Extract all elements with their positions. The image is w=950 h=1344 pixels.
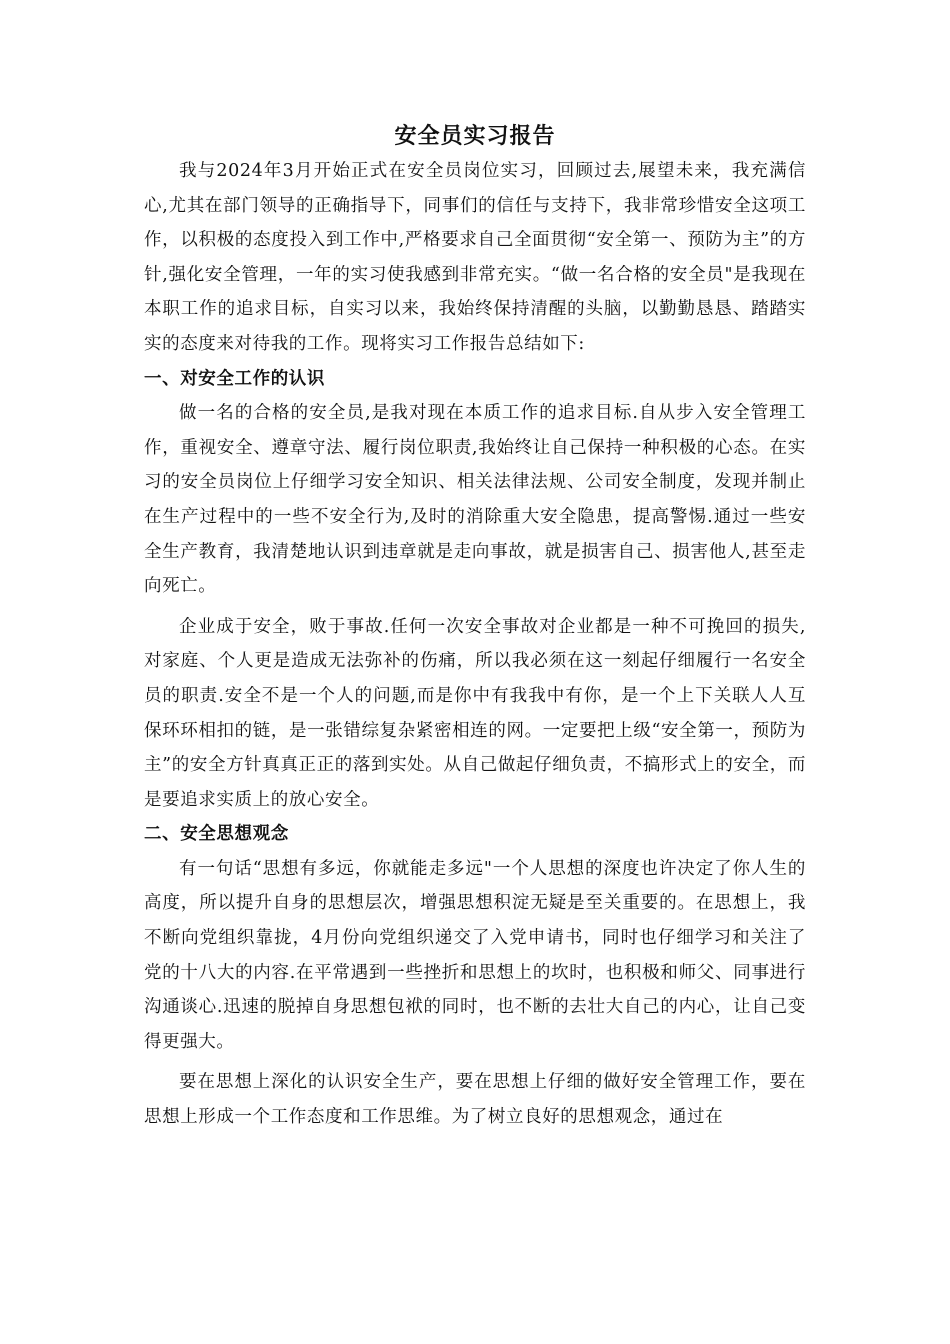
section2-paragraph-2: 要在思想上深化的认识安全生产，要在思想上仔细的做好安全管理工作，要在思想上形成一个工作态度和工作思维。为了树立良好的思想观念，通过在 (144, 1072, 806, 1128)
intro-paragraph: 我与2024年3月开始正式在安全员岗位实习，回顾过去,展望未来，我充满信心,尤其在部门领导的正确指导下，同事们的信任与支持下，我非常珍惜安全这项工作，以积极的态度投入到工作中,严格要求自己全面贯彻“安全第一、预防为主”的方针,强化安全管理，一年的实习使我感到非常充实。“做一名合格的安全员"是我现在本职工作的追求目标，自实习以来，我始终保持清醒的头脑，以勤勤恳恳、踏踏实实的态度来对待我的工作。现将实习工作报告总结如下: (144, 161, 806, 354)
section-heading-2: 二、安全思想观念 (144, 824, 289, 845)
document-title: 安全员实习报告 (394, 123, 556, 149)
section1-paragraph-2: 企业成于安全，败于事故.任何一次安全事故对企业都是一种不可挽回的损失,对家庭、个人更是造成无法弥补的伤痛，所以我必须在这一刻起仔细履行一名安全员的职责.安全不是一个人的问题,而是你中有我我中有你，是一个上下关联人人互保环环相扣的链，是一张错综复杂紧密相连的网。一定要把上级“安全第一，预防为主”的安全方针真真正正的落到实处。从自己做起仔细负责，不搞形式上的安全，而是要追求实质上的放心安全。 (144, 616, 806, 810)
section2-paragraph-1: 有一句话“思想有多远，你就能走多远"一个人思想的深度也许决定了你人生的高度，所以提升自身的思想层次，增强思想积淀无疑是至关重要的。在思想上，我不断向党组织靠拢，4月份向党组织递交了入党申请书，同时也仔细学习和关注了党的十八大的内容.在平常遇到一些挫折和思想上的坎时，也积极和师父、同事进行沟通谈心.迅速的脱掉自身思想包袱的同时，也不断的去壮大自己的内心，让自己变得更强大。 (144, 858, 806, 1052)
section-heading-1: 一、对安全工作的认识 (144, 368, 325, 389)
document-page (144, 118, 806, 1135)
section1-paragraph-1: 做一名的合格的安全员,是我对现在本质工作的追求目标.自从步入安全管理工作，重视安全、遵章守法、履行岗位职责,我始终让自己保持一种积极的心态。在实习的安全员岗位上仔细学习安全知识、相关法律法规、公司安全制度，发现并制止在生产过程中的一些不安全行为,及时的消除重大安全隐患，提高警惕.通过一些安全生产教育，我清楚地认识到违章就是走向事故，就是损害自己、损害他人,甚至走向死亡。 (144, 403, 806, 597)
